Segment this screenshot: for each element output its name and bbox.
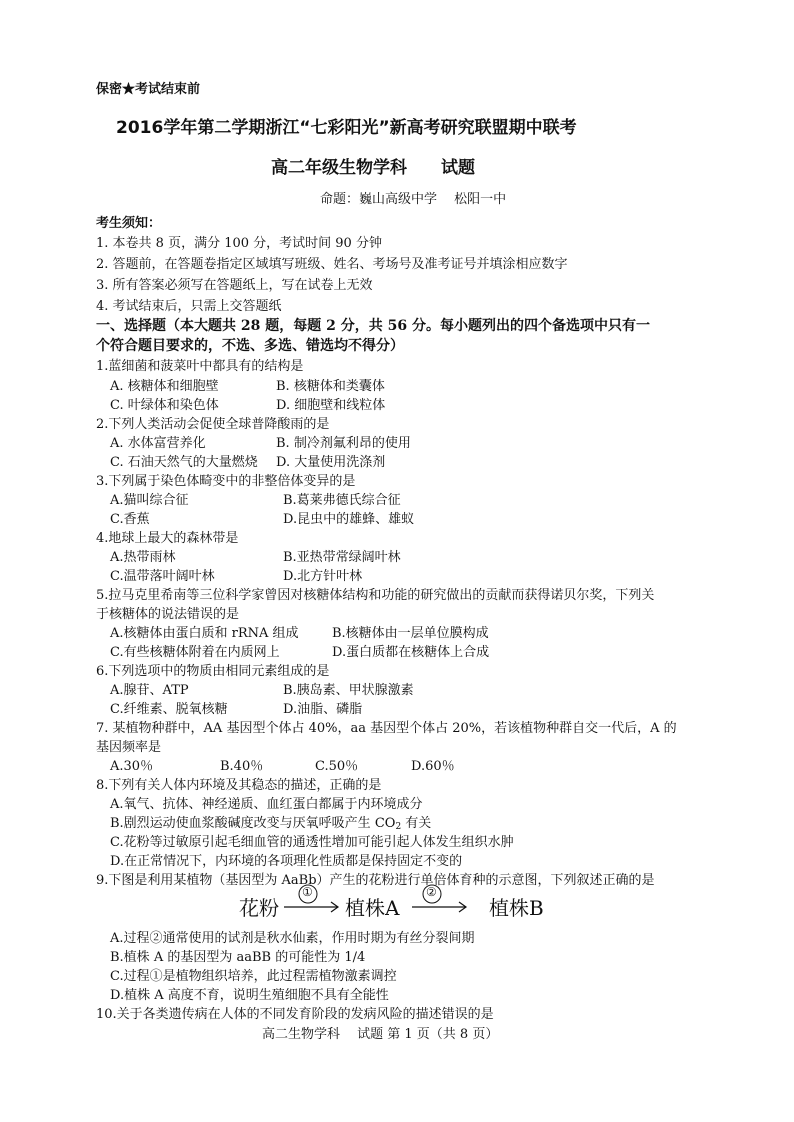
question-stem: 1.蓝细菌和菠菜叶中都具有的结构是 (96, 359, 304, 374)
notice-item: 1. 本卷共 8 页，满分 100 分，考试时间 90 分钟 (96, 236, 382, 251)
confidential-label: 保密★考试结束前 (96, 82, 201, 97)
option-b (110, 812, 431, 832)
option-c: C.纤维素、脱氧核糖 (110, 702, 228, 717)
option-d: D. 大量使用洗涤剂 (276, 455, 386, 470)
option-c: C.温带落叶阔叶林 (110, 569, 215, 584)
option-b-text: B.剧烈运动使血浆酸碱度改变与厌氧呼吸产生 CO (110, 816, 396, 831)
question-stem: 2.下列人类活动会促使全球普降酸雨的是 (96, 417, 330, 432)
option-d: D.油脂、磷脂 (283, 702, 363, 717)
question-stem-continued: 基因频率是 (96, 740, 162, 755)
arrow-step2-icon (410, 882, 472, 922)
option-b: B.核糖体由一层单位膜构成 (332, 626, 489, 641)
option-b: B.胰岛素、甲状腺激素 (283, 683, 414, 698)
option-d: D.60％ (411, 759, 455, 774)
notice-item: 3. 所有答案必须写在答题纸上，写在试卷上无效 (96, 278, 373, 293)
option-d: D. 细胞壁和线粒体 (276, 398, 386, 413)
section-heading-line2: 个符合题目要求的，不选、多选、错选均不得分） (96, 338, 404, 354)
breeding-diagram (230, 878, 560, 926)
page-footer: 高二生物学科 试题 第 1 页（共 8 页） (262, 1027, 499, 1042)
option-c: C. 叶绿体和染色体 (110, 398, 219, 413)
option-b-tail: 有关 (401, 816, 432, 831)
arrow-step1-icon (282, 882, 344, 922)
question-stem: 6.下列选项中的物质由相同元素组成的是 (96, 664, 330, 679)
option-a: A.腺苷、ATP (110, 683, 189, 698)
option-b: B.40％ (220, 759, 264, 774)
exam-title: 2016学年第二学期浙江“七彩阳光”新高考研究联盟期中联考 (116, 118, 577, 138)
exam-subtitle: 高二年级生物学科 试题 (271, 158, 475, 178)
option-d: D.昆虫中的雄蜂、雄蚁 (283, 512, 415, 527)
notice-heading: 考生须知： (96, 216, 162, 231)
option-b: B. 核糖体和类囊体 (276, 379, 385, 394)
question-stem: 3.下列属于染色体畸变中的非整倍体变异的是 (96, 474, 356, 489)
notice-item: 4. 考试结束后，只需上交答题纸 (96, 299, 282, 314)
option-b: B.葛莱弗德氏综合征 (283, 493, 401, 508)
diagram-end-label: 植株B (489, 896, 544, 920)
question-stem: 5.拉马克里希南等三位科学家曾因对核糖体结构和功能的研究做出的贡献而获得诺贝尔奖，下列关 (96, 588, 655, 603)
section-heading-line1: 一、选择题（本大题共 28 题，每题 2 分，共 56 分。每小题列出的四个备选项中只有一 (96, 318, 650, 334)
question-stem-continued: 于核糖体的说法错误的是 (96, 607, 240, 622)
diagram-step1-label: ① (302, 885, 313, 899)
option-a: A. 核糖体和细胞壁 (110, 379, 219, 394)
option-d: D.北方针叶林 (283, 569, 363, 584)
option-c: C.香蕉 (110, 512, 150, 527)
option-b: B.植株 A 的基因型为 aaBB 的可能性为 1/4 (110, 950, 366, 965)
option-a: A.过程②通常使用的试剂是秋水仙素，作用时期为有丝分裂间期 (110, 931, 475, 946)
option-c: C.过程①是植物组织培养，此过程需植物激素调控 (110, 969, 397, 984)
option-a: A.氧气、抗体、神经递质、血红蛋白都属于内环境成分 (110, 797, 423, 812)
option-d: D.蛋白质都在核糖体上合成 (332, 645, 490, 660)
option-d: D.植株 A 高度不育，说明生殖细胞不具有全能性 (110, 988, 389, 1003)
question-stem: 8.下列有关人体内环境及其稳态的描述，正确的是 (96, 778, 382, 793)
option-c: C.花粉等过敏原引起毛细血管的通透性增加可能引起人体发生组织水肿 (110, 835, 514, 850)
question-stem: 4.地球上最大的森林带是 (96, 531, 239, 546)
option-a: A.30％ (110, 759, 154, 774)
diagram-mid-label: 植株A (345, 896, 400, 920)
co2-subscript: 2 (395, 822, 402, 832)
option-a: A. 水体富营养化 (110, 436, 206, 451)
option-c: C.有些核糖体附着在内质网上 (110, 645, 280, 660)
option-b: B. 制冷剂氟利昂的使用 (276, 436, 411, 451)
option-a: A.核糖体由蛋白质和 rRNA 组成 (110, 626, 299, 641)
question-stem: 7. 某植物种群中，AA 基因型个体占 40%，aa 基因型个体占 20%，若该植物种群自交一代后，A 的 (96, 721, 677, 736)
option-c: C. 石油天然气的大量燃烧 (110, 455, 258, 470)
diagram-start-label: 花粉 (239, 896, 279, 920)
diagram-step2-label: ② (426, 885, 437, 899)
exam-authors: 命题：巍山高级中学 松阳一中 (320, 192, 507, 207)
option-c: C.50％ (315, 759, 359, 774)
notice-item: 2. 答题前，在答题卷指定区域填写班级、姓名、考场号及准考证号并填涂相应数字 (96, 257, 568, 272)
option-b: B.亚热带常绿阔叶林 (283, 550, 401, 565)
option-a: A.热带雨林 (110, 550, 176, 565)
option-a: A.猫叫综合征 (110, 493, 189, 508)
question-stem: 9.下图是利用某植物（基因型为 AaBb）产生的花粉进行单倍体育种的示意图，下列叙述正确的是 (96, 873, 655, 888)
option-d: D.在正常情况下，内环境的各项理化性质都是保持固定不变的 (110, 854, 463, 869)
question-stem: 10.关于各类遗传病在人体的不同发育阶段的发病风险的描述错误的是 (96, 1007, 494, 1022)
